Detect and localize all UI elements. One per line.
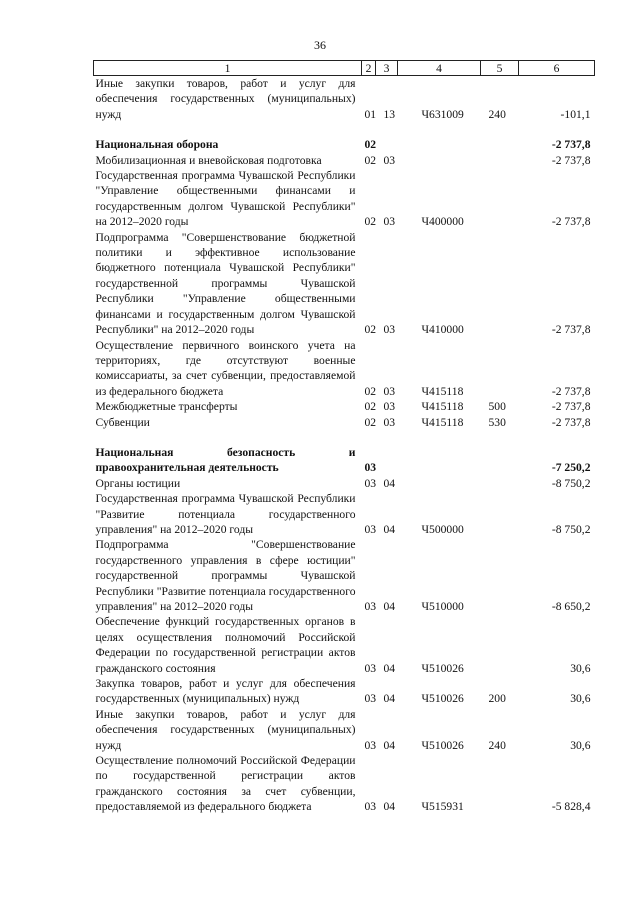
row-subsection-code: 04: [383, 800, 396, 814]
column-header-section: 2: [362, 61, 376, 76]
column-header-amount: 6: [519, 61, 595, 76]
row-expense-type-code: [481, 338, 519, 400]
row-amount: -2 737,8: [551, 153, 591, 167]
row-section-code: 03: [364, 661, 377, 675]
row-section-code: 03: [364, 738, 377, 752]
row-target-item-code: Ч415118: [421, 415, 464, 429]
row-target-item-code: [398, 153, 481, 168]
row-name: Национальная безопасность и правоохранительная деятельность: [95, 445, 356, 475]
row-subsection-code: 03: [383, 323, 396, 337]
row-section-code: 02: [364, 138, 377, 152]
row-amount: -2 737,8: [551, 138, 591, 152]
row-amount: -2 737,8: [551, 415, 591, 429]
row-expense-type-code: 500: [488, 400, 506, 414]
table-row: [94, 76, 595, 123]
spacer-cell: [94, 430, 595, 445]
row-target-item-code: Ч500000: [421, 522, 464, 536]
row-amount: -5 828,4: [551, 800, 591, 814]
row-subsection-code: 04: [383, 738, 396, 752]
row-name: Подпрограмма "Совершенствование государственного управления в сфере юстиции" государственной программы Чувашской Республики "Развитие потенциала государственного управления" на 2012–2020 годы: [95, 538, 356, 613]
row-expense-type-code: [481, 168, 519, 230]
row-expense-type-code: [481, 476, 519, 491]
row-amount: -2 737,8: [551, 323, 591, 337]
table-row: [94, 415, 595, 430]
row-target-item-code: [398, 445, 481, 476]
table-row: [94, 537, 595, 614]
row-expense-type-code: 200: [488, 692, 506, 706]
row-target-item-code: Ч410000: [421, 323, 464, 337]
column-header-name: 1: [94, 61, 362, 76]
row-target-item-code: Ч510026: [421, 738, 464, 752]
row-amount: 30,6: [570, 738, 591, 752]
row-expense-type-code: 240: [488, 738, 506, 752]
row-section-code: 03: [364, 522, 377, 536]
row-name: Осуществление первичного воинского учета на территориях, где отсутствуют военные комиссариаты, за счет субвенции, предоставляемой из федерального бюджета: [95, 338, 356, 398]
row-subsection-code: 03: [383, 400, 396, 414]
row-amount: -101,1: [560, 107, 591, 121]
table-row: [94, 491, 595, 537]
row-target-item-code: [398, 476, 481, 491]
row-subsection-code: 04: [383, 522, 396, 536]
row-name: Иные закупки товаров, работ и услуг для обеспечения государственных (муниципальных) нужд: [95, 707, 356, 752]
section-heading-row: [94, 445, 595, 476]
row-subsection-code: [376, 445, 398, 476]
row-target-item-code: [398, 137, 481, 152]
row-name: Органы юстиции: [95, 476, 181, 490]
row-amount: 30,6: [570, 692, 591, 706]
page-number: 36: [314, 38, 326, 52]
row-amount: -2 737,8: [551, 400, 591, 414]
row-subsection-code: 04: [383, 692, 396, 706]
row-section-code: 03: [364, 461, 377, 475]
row-amount: -2 737,8: [551, 384, 591, 398]
table-row: [94, 399, 595, 414]
row-subsection-code: 04: [383, 476, 396, 490]
row-section-code: 02: [364, 400, 377, 414]
row-subsection-code: 03: [383, 415, 396, 429]
row-expense-type-code: [481, 153, 519, 168]
row-amount: -8 750,2: [551, 522, 591, 536]
row-section-code: 02: [364, 415, 377, 429]
row-target-item-code: Ч400000: [421, 215, 464, 229]
row-name: Обеспечение функций государственных органов в целях осуществления полномочий Российской Федерации по государственной регистрации актов гражданского состояния: [95, 615, 356, 675]
row-amount: 30,6: [570, 661, 591, 675]
row-subsection-code: 03: [383, 384, 396, 398]
row-section-code: 03: [364, 476, 377, 490]
row-amount: -7 250,2: [551, 461, 591, 475]
row-expense-type-code: 530: [488, 415, 506, 429]
row-subsection-code: 03: [383, 153, 396, 167]
row-subsection-code: 03: [383, 215, 396, 229]
table-header: [94, 61, 595, 76]
row-section-code: 03: [364, 800, 377, 814]
row-name: Иные закупки товаров, работ и услуг для обеспечения государственных (муниципальных) нужд: [95, 77, 356, 121]
row-target-item-code: Ч510026: [421, 661, 464, 675]
row-amount: -8 650,2: [551, 600, 591, 613]
row-name: Национальная оборона: [95, 138, 219, 152]
row-subsection-code: 13: [383, 107, 396, 121]
row-section-code: 02: [364, 215, 377, 229]
row-target-item-code: Ч515931: [421, 800, 464, 814]
column-header-expense-type: 5: [481, 61, 519, 76]
row-name: Мобилизационная и вневойсковая подготовка: [95, 153, 322, 167]
table-row: [94, 338, 595, 400]
row-expense-type-code: [481, 445, 519, 476]
row-name: Закупка товаров, работ и услуг для обеспечения государственных (муниципальных) нужд: [95, 677, 356, 706]
row-name: Государственная программа Чувашской Республики "Управление общественными финансами и государственным долгом Чувашской Республики" на 2012–2020 годы: [95, 169, 356, 229]
table-body: [94, 76, 595, 815]
row-expense-type-code: [481, 491, 519, 537]
table-row: [94, 707, 595, 753]
column-header-target-item: 4: [398, 61, 481, 76]
row-section-code: 01: [364, 107, 377, 121]
row-name: Межбюджетные трансферты: [95, 400, 238, 414]
row-expense-type-code: [481, 230, 519, 338]
section-heading-row: [94, 137, 595, 152]
table-row: [94, 168, 595, 230]
table-row: [94, 476, 595, 491]
row-target-item-code: Ч510000: [421, 600, 464, 613]
row-name: Субвенции: [95, 415, 150, 429]
table-row: [94, 753, 595, 815]
table-row: [94, 614, 595, 676]
row-section-code: 02: [364, 384, 377, 398]
spacer-row: [94, 430, 595, 445]
row-expense-type-code: [481, 753, 519, 815]
row-expense-type-code: [481, 614, 519, 676]
budget-table: [93, 60, 595, 815]
spacer-cell: [94, 122, 595, 137]
row-section-code: 02: [364, 323, 377, 337]
row-expense-type-code: 240: [488, 107, 506, 121]
row-section-code: 03: [364, 692, 377, 706]
row-expense-type-code: [481, 137, 519, 152]
table-row: [94, 153, 595, 168]
table-row: [94, 676, 595, 707]
row-target-item-code: Ч415118: [421, 400, 464, 414]
row-expense-type-code: [481, 537, 519, 614]
column-header-subsection: 3: [376, 61, 398, 76]
row-name: Государственная программа Чувашской Республики "Развитие потенциала государственного управления" на 2012–2020 годы: [95, 492, 356, 536]
row-section-code: 02: [364, 153, 377, 167]
row-target-item-code: Ч631009: [421, 107, 464, 121]
row-subsection-code: 04: [383, 600, 396, 613]
row-target-item-code: Ч415118: [421, 384, 464, 398]
row-subsection-code: 04: [383, 661, 396, 675]
row-amount: -8 750,2: [551, 476, 591, 490]
row-target-item-code: Ч510026: [421, 692, 464, 706]
spacer-row: [94, 122, 595, 137]
table-row: [94, 230, 595, 338]
row-section-code: 03: [364, 600, 377, 613]
row-subsection-code: [376, 137, 398, 152]
row-amount: -2 737,8: [551, 215, 591, 229]
row-name: Подпрограмма "Совершенствование бюджетной политики и эффективное использование бюджетного потенциала Чувашской Республики" государственной программы Чувашской Республики "Управление общественными финансами и государственным долгом Чувашской Республики" на 2012–2020 годы: [95, 230, 356, 337]
row-name: Осуществление полномочий Российской Федерации по государственной регистрации актов гражданского состояния за счет субвенции, предоставляемой из федерального бюджета: [95, 754, 356, 814]
